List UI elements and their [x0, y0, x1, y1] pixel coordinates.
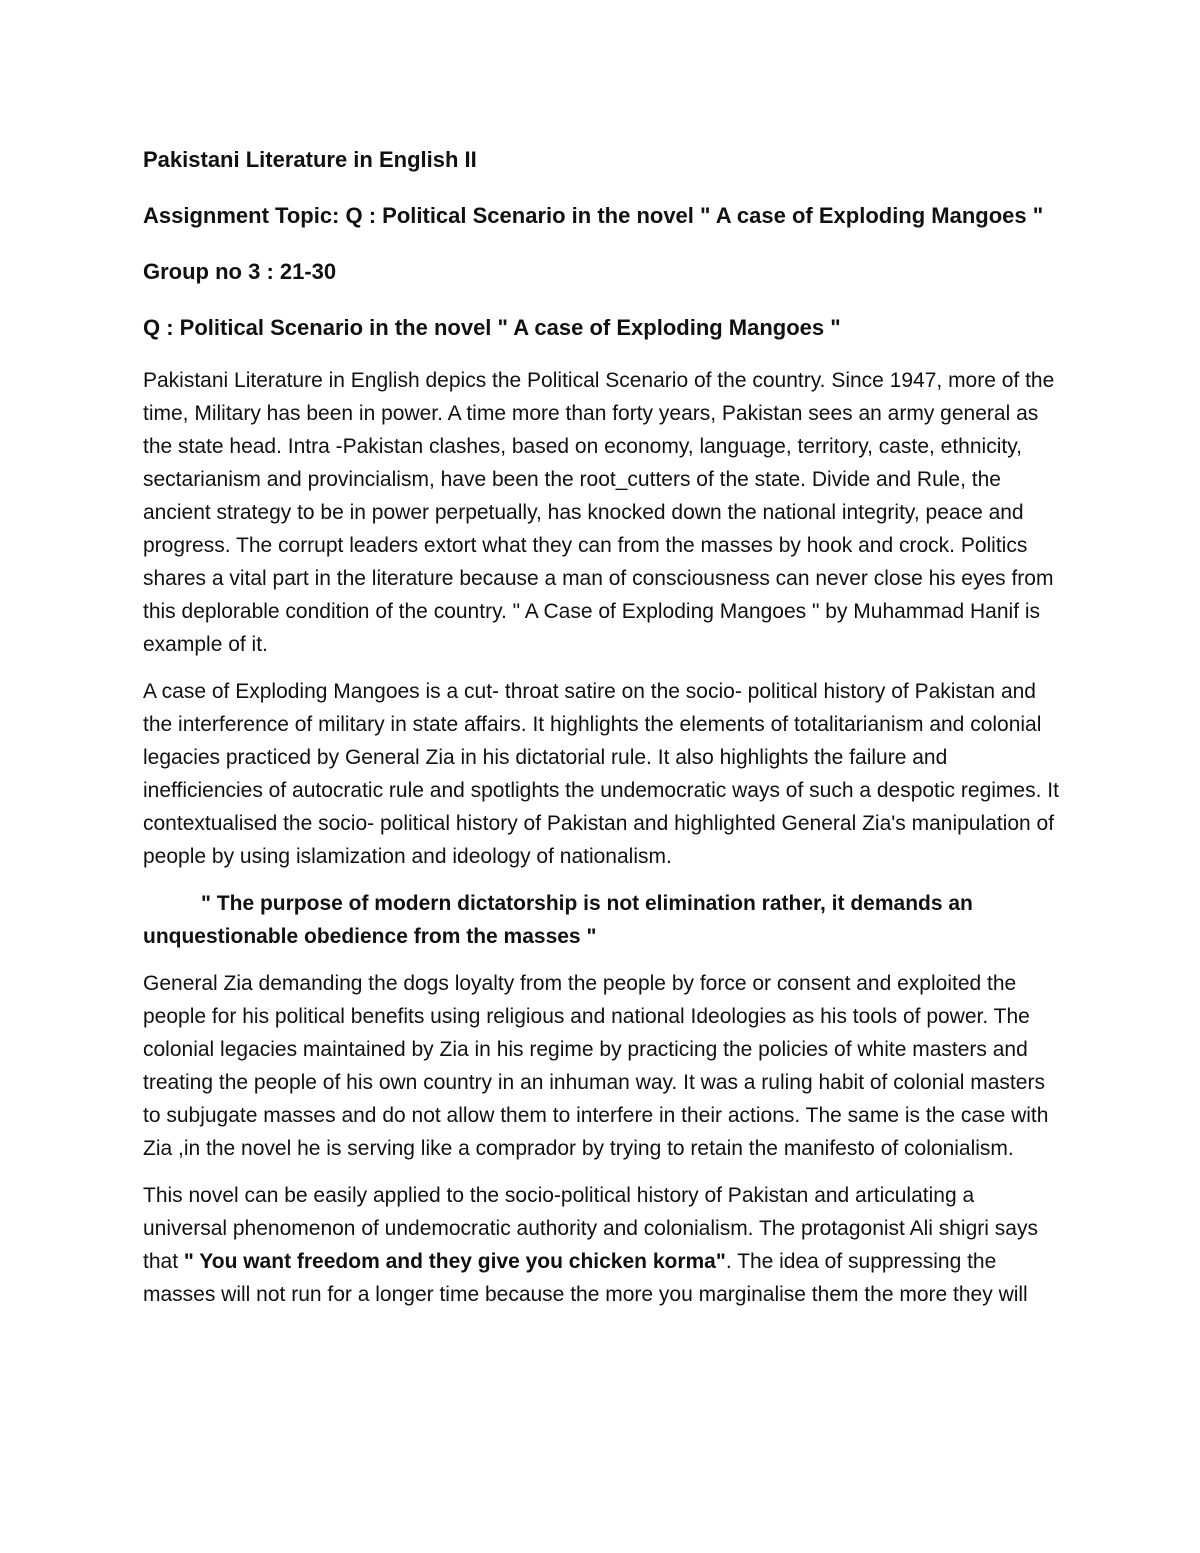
course-title: Pakistani Literature in English II	[143, 147, 477, 172]
chicken-korma-quote: " You want freedom and they give you chicken korma"	[183, 1250, 726, 1273]
paragraph-conclusion	[143, 1179, 1063, 1311]
paragraph-intro: Pakistani Literature in English depics the Political Scenario of the country. Since 1947, more of the time, Military has been in power. A time more than forty years, Pakistan sees an army general as the state head. Intra -Pakistan clashes, based on economy, language, territory, caste, ethnicity, sectarianism and provincialism, have been the root_cutters of the state. Divide and Rule, the ancient strategy to be in power perpetually, has knocked down the national integrity, peace and progress. The corrupt leaders extort what they can from the masses by hook and crock. Politics shares a vital part in the literature because a man of consciousness can never close his eyes from this deplorable condition of the country. " A Case of Exploding Mangoes " by Muhammad Hanif is example of it.	[143, 369, 1055, 656]
paragraph-conclusion-start: This novel can be easily applied to the socio-political history of Pakistan and articulating a universal phenomenon of undemocratic authority and colonialism. The protagonist Ali shigri says that	[143, 1184, 1038, 1273]
assignment-topic: Assignment Topic: Q : Political Scenario in the novel " A case of Exploding Mangoes "	[143, 203, 1044, 228]
question-heading: Q : Political Scenario in the novel " A case of Exploding Mangoes "	[143, 315, 841, 340]
paragraph-zia: General Zia demanding the dogs loyalty from the people by force or consent and exploited the people for his political benefits using religious and national Ideologies as his tools of power. The colonial legacies maintained by Zia in his regime by practicing the policies of white masters and treating the people of his own country in an inhuman way. It was a ruling habit of colonial masters to subjugate masses and do not allow them to interfere in their actions. The same is the case with Zia ,in the novel he is serving like a comprador by trying to retain the manifesto of colonialism.	[143, 972, 1049, 1160]
document-page	[143, 140, 1063, 1325]
paragraph-satire: A case of Exploding Mangoes is a cut- throat satire on the socio- political history of Pakistan and the interference of military in state affairs. It highlights the elements of totalitarianism and colonial legacies practiced by General Zia in his dictatorial rule. It also highlights the failure and inefficiencies of autocratic rule and spotlights the undemocratic ways of such a despotic regimes. It contextualised the socio- political history of Pakistan and highlighted General Zia's manipulation of people by using islamization and ideology of nationalism.	[143, 680, 1059, 868]
paragraph-conclusion-end: . The idea of suppressing the masses will not run for a longer time because the more you marginalise them the more they will	[143, 1250, 1028, 1306]
group-number: Group no 3 : 21-30	[143, 259, 337, 284]
dictatorship-quote: " The purpose of modern dictatorship is not elimination rather, it demands an unquestionable obedience from the masses "	[143, 892, 973, 948]
